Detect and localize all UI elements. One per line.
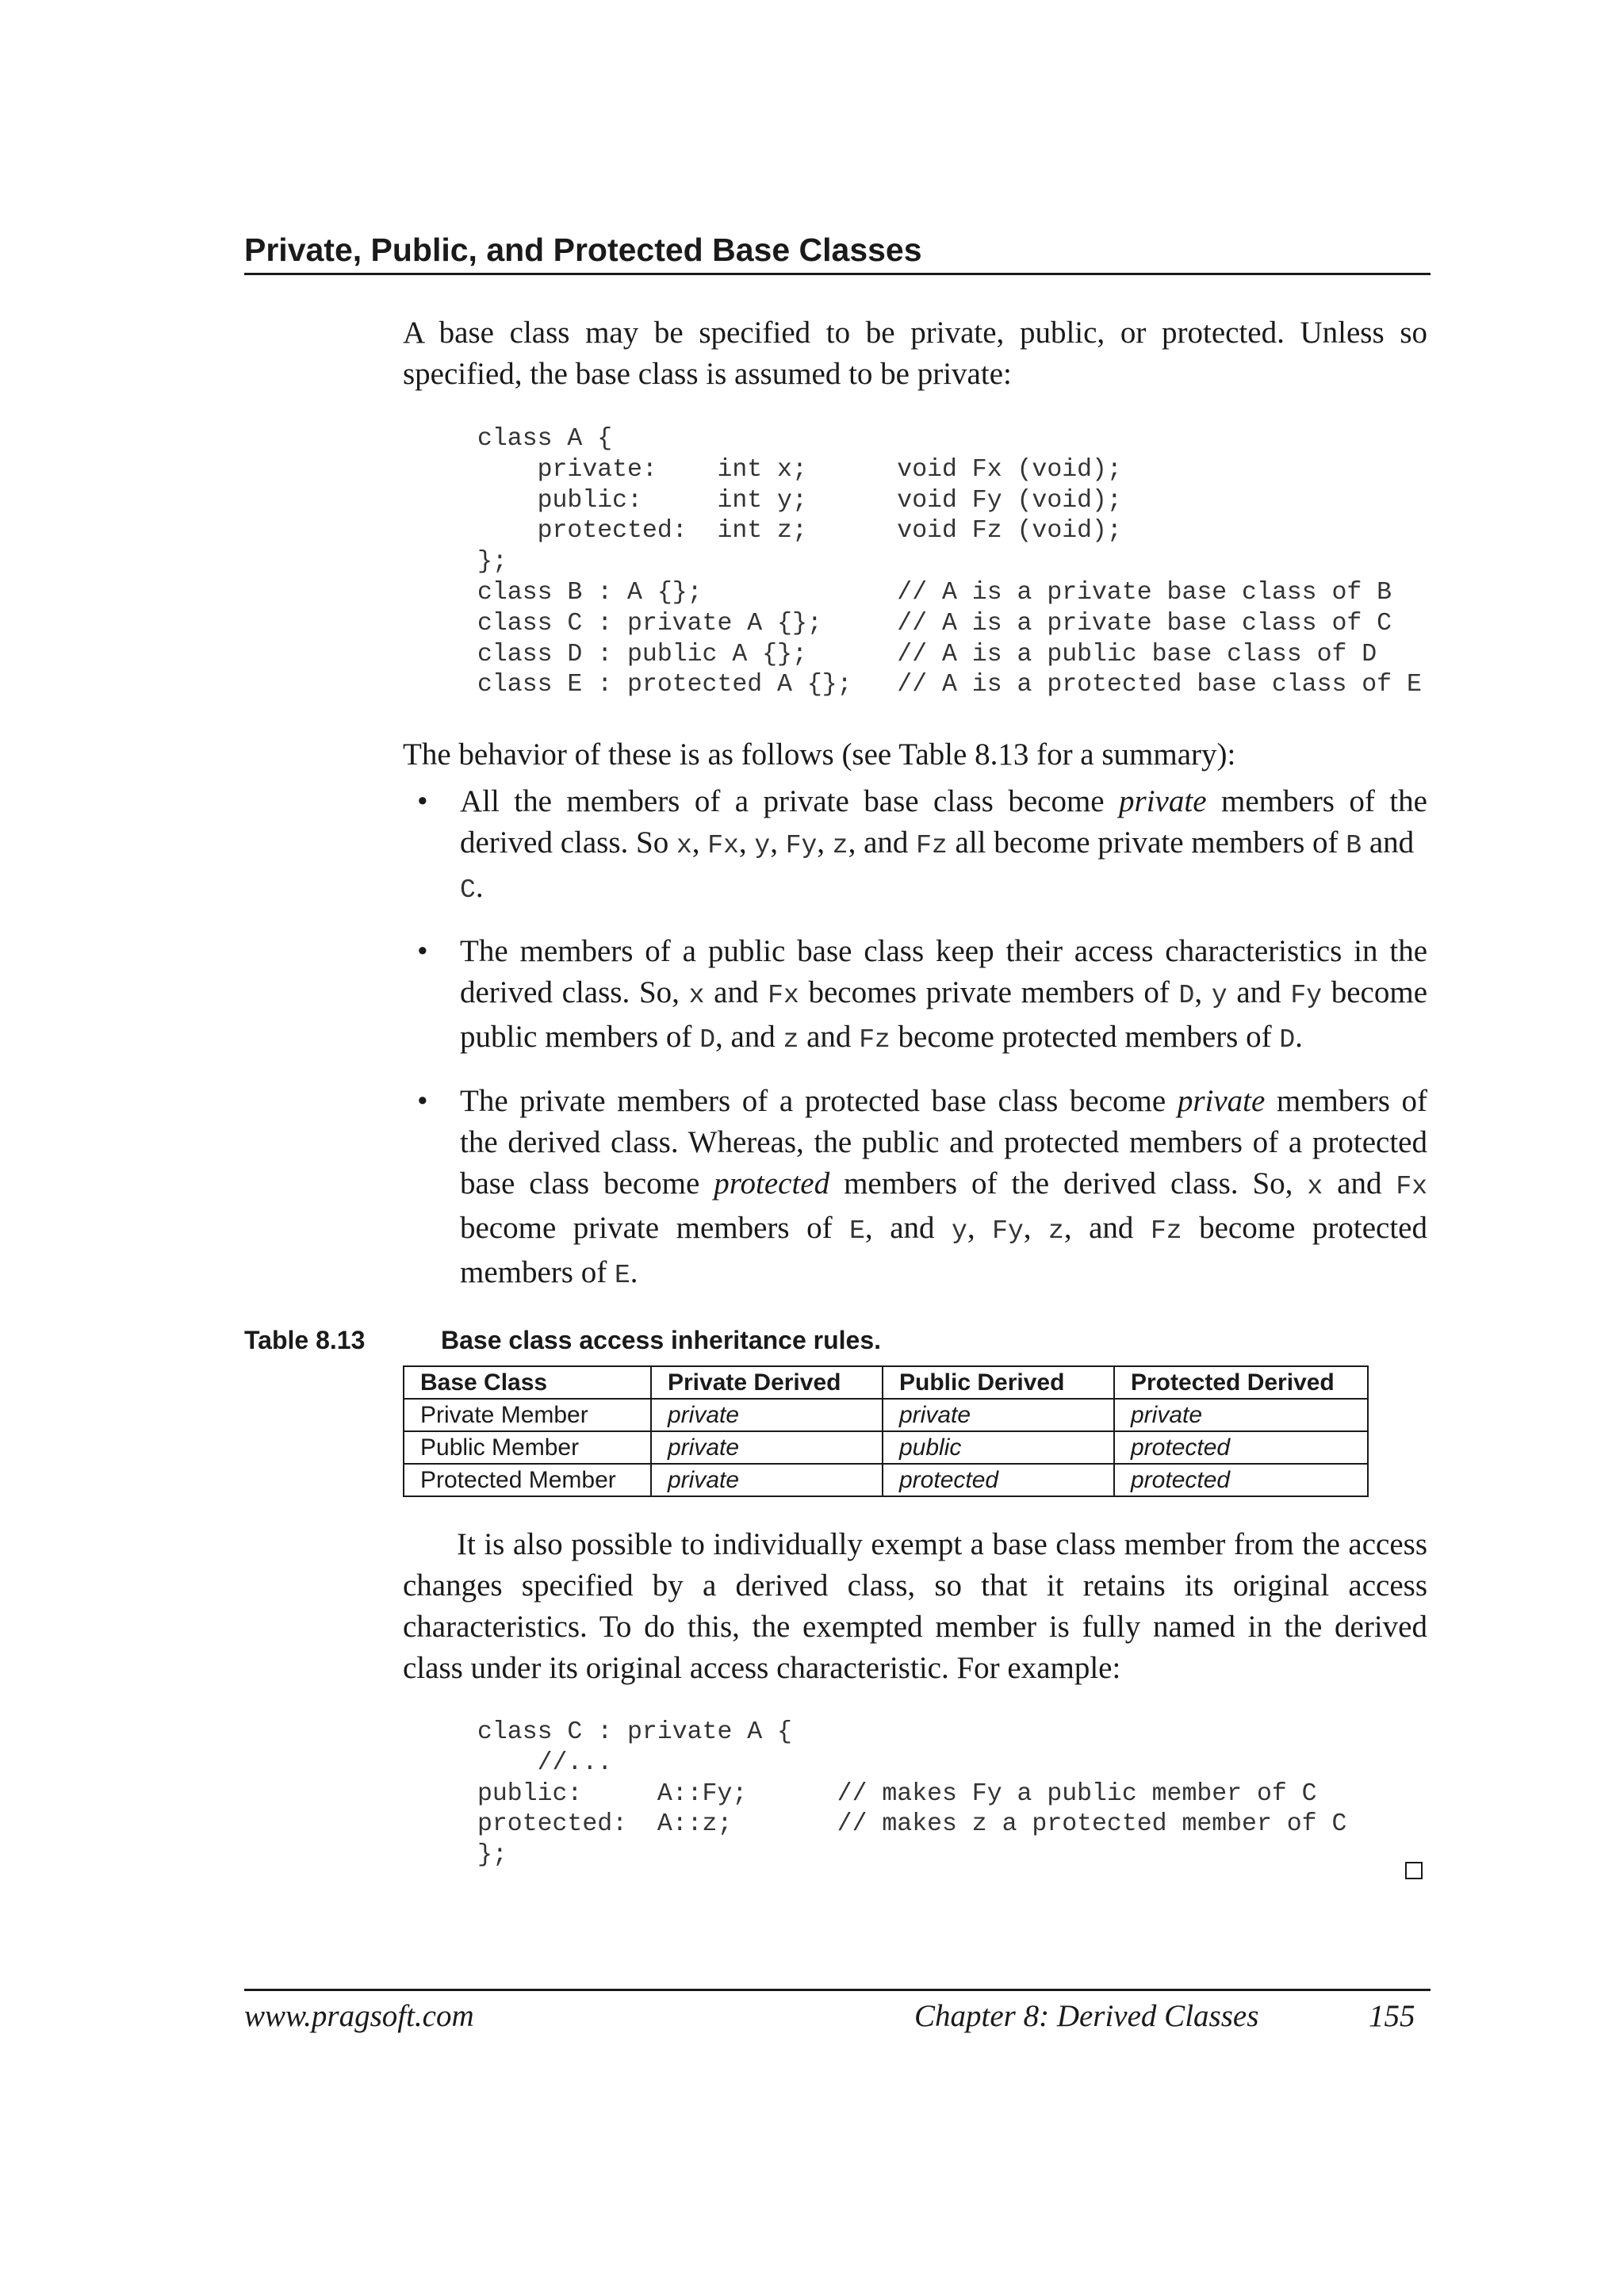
table-number: Table 8.13 xyxy=(244,1326,366,1354)
footer-chapter: Chapter 8: Derived Classes xyxy=(914,1999,1259,2033)
table-cell: Public Member xyxy=(404,1431,651,1464)
bullet-icon: • xyxy=(417,784,428,818)
table-cell: private xyxy=(651,1399,883,1431)
table-caption: Base class access inheritance rules. xyxy=(441,1326,882,1354)
table-cell: private xyxy=(883,1399,1114,1431)
footer-divider xyxy=(244,1989,1431,1991)
table-cell: protected xyxy=(1114,1464,1368,1496)
behavior-list xyxy=(403,781,1427,1316)
exempt-paragraph: It is also possible to individually exempt a base class member from the access changes specified by a derived class, so that it retains its original access characteristics. To do this, the exempted member is fully named in the derived class under its original access characteristic. For example: xyxy=(403,1527,1427,1685)
column-header: Public Derived xyxy=(883,1366,1114,1399)
column-header: Protected Derived xyxy=(1114,1366,1368,1399)
table-row xyxy=(404,1464,1368,1496)
section-title: Private, Public, and Protected Base Classes xyxy=(244,230,1431,275)
bullet-icon: • xyxy=(417,934,428,968)
table-cell: Private Member xyxy=(404,1399,651,1431)
table-cell: public xyxy=(883,1431,1114,1464)
table-cell: private xyxy=(651,1431,883,1464)
code-block-class-declarations: class A { private: int x; void Fx (void); public: int y; void Fy (void); protected: int z; void Fz (void); }; class B : A {}; // A is a private base class of B class C : private A {}; // A is a private base class of C class D : public A {}; // A is a public base class of D class E : protected A {}; // A is a protected base class of E xyxy=(477,425,1422,699)
end-of-section-square-icon xyxy=(1405,1862,1423,1879)
table-cell: protected xyxy=(1114,1431,1368,1464)
inheritance-rules-table xyxy=(403,1365,1369,1497)
list-item: • The private members of a protected base class become private members of the derived class. Whereas, the public and protected members of a protected base class become protected members of the derived class. So, x and Fx become private members of E, and y, Fy, z, and Fz become protected members of E. xyxy=(403,1081,1427,1296)
column-header: Private Derived xyxy=(651,1366,883,1399)
bullet-icon: • xyxy=(417,1084,428,1118)
list-item: • All the members of a private base class become private members of the derived class. So x, Fx, y, Fy, z, and Fz all become private members of B and C. xyxy=(403,781,1427,911)
table-row xyxy=(404,1431,1368,1464)
footer-website: www.pragsoft.com xyxy=(244,1999,474,2033)
table-cell: private xyxy=(1114,1399,1368,1431)
table-cell: protected xyxy=(883,1464,1114,1496)
table-row xyxy=(404,1399,1368,1431)
table-cell: private xyxy=(651,1464,883,1496)
page-number: 155 xyxy=(1369,1999,1415,2033)
table-cell: Protected Member xyxy=(404,1464,651,1496)
list-item: • The members of a public base class keep their access characteristics in the derived class. So, x and Fx becomes private members of D, y and Fy become public members of D, and z and Fz become protected members of D. xyxy=(403,931,1427,1061)
code-block-exemption-example: class C : private A { //... public: A::Fy; // makes Fy a public member of C protected: A::z; // makes z a protected member of C }; xyxy=(477,1718,1347,1870)
table-header-row xyxy=(404,1366,1368,1399)
behavior-paragraph: The behavior of these is as follows (see Table 8.13 for a summary): xyxy=(403,737,1236,772)
intro-paragraph: A base class may be specified to be private, public, or protected. Unless so specified, the base class is assumed to be private: xyxy=(403,316,1427,391)
column-header: Base Class xyxy=(404,1366,651,1399)
